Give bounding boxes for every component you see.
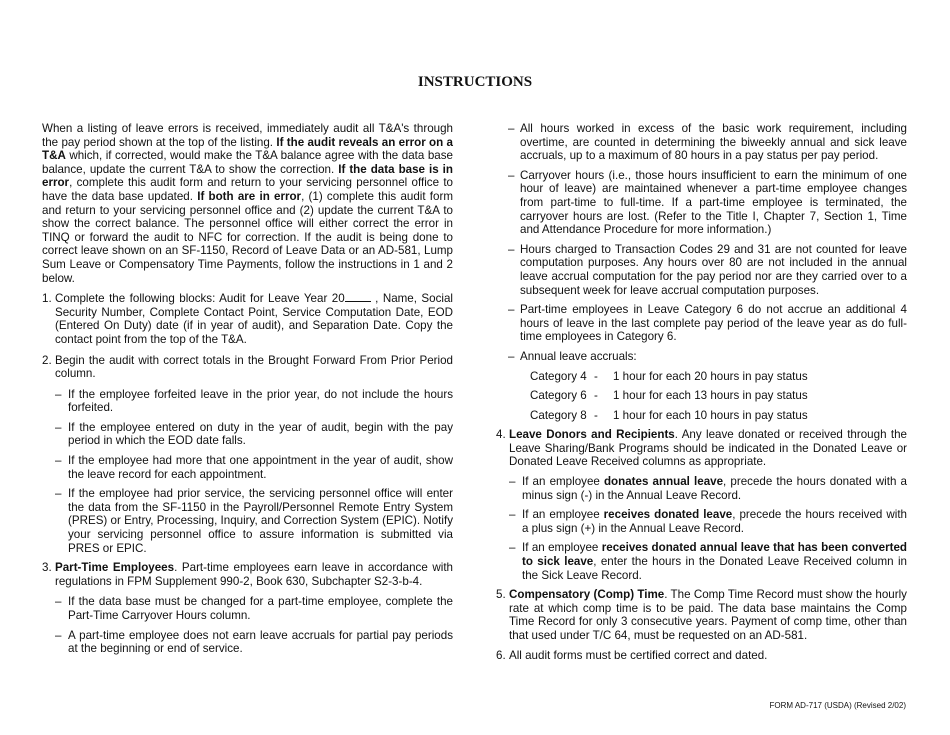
bullet-text: A part-time employee does not earn leave accruals for partial pay periods at the beginning or end of service. — [68, 628, 453, 656]
right-column — [496, 122, 907, 668]
instruction-2-bullet: – If the employee forfeited leave in the prior year, do not include the hours forfeited. — [55, 387, 453, 415]
item-number: 4. — [496, 428, 506, 442]
category-dash: - — [594, 389, 598, 403]
bullet-text: If the employee entered on duty in the year of audit, begin with the pay period in which the EOD date falls. — [68, 420, 453, 448]
part-time-bullet: – Part-time employees in Leave Category 6 do not accrue an additional 4 hours of leave in the last complete pay period of the leave year as do full-time employees in Category 6. — [508, 303, 907, 344]
category-dash: - — [594, 408, 598, 422]
item-text: . Part-time employees earn leave in accordance with regulations in FPM Supplement 990-2, Book 630, Subchapter S2-3-b-4. — [55, 561, 453, 588]
instruction-2-bullet: – If the employee had more that one appointment in the year of audit, show the leave record for each appointment. — [55, 454, 453, 481]
left-column — [42, 122, 453, 662]
intro-text: , (1) complete this audit form and return to your servicing personnel office and (2) update the current T&A to show the correct balance. The personnel office will either correct the error in TINQ or forward the audit to NFC for correction. If the audit is being done to correct leave shown on an SF-1150, Record of Leave Data or an AD-581, Lump Sum Leave or Compensatory Time Payments, follow the instructions in 1 and 2 below. — [42, 189, 453, 285]
instruction-4 — [496, 428, 907, 582]
instruction-5 — [496, 588, 907, 642]
bullet-text: , precede the hours received with a plus sign (+) in the Annual Leave Record. — [522, 508, 907, 535]
year-blank — [345, 292, 371, 302]
form-footer: FORM AD-717 (USDA) (Revised 2/02) — [769, 701, 906, 710]
intro-emphasis: If the audit reveals an error on a T&A — [42, 135, 453, 163]
page-title: INSTRUCTIONS — [417, 74, 533, 90]
item-number: 5. — [496, 588, 506, 602]
bullet-text: If the employee had prior service, the servicing personnel office will enter the data from the SF-1150 in the Payroll/Personnel Remote Entry System (PRES) or Entry, Processing, Inquiry, and Correction System (EPIC). Notify your servicing personnel office to assure information is submitted via PRES or EPIC. — [68, 487, 453, 555]
category-row — [530, 370, 907, 384]
bullet-text: , precede the hours donated with a minus sign (-) in the Annual Leave Record. — [522, 475, 907, 502]
item-text: . The Comp Time Record must show the hourly rate at which comp time is to be paid. The data base maintains the Comp Time Record for only 3 consecutive years. Payment of comp time, other than that used under T/C 64, must be requested on an AD-581. — [509, 588, 907, 642]
item-heading: Leave Donors and Recipients — [509, 428, 675, 442]
item-heading: Part-Time Employees — [55, 561, 175, 575]
intro-emphasis: If both are in error — [197, 189, 302, 203]
bullet-text: Annual leave accruals: — [520, 349, 637, 363]
bullet-emphasis: receives donated leave — [603, 508, 733, 522]
part-time-bullet: – Hours charged to Transaction Codes 29 and 31 are not counted for leave computation purposes. Any hours over 80 are not included in the annual leave accrual computation for the pay period nor are they carried over to a subsequent week for leave accrual computation purposes. — [508, 242, 907, 297]
instruction-4-bullet: – If an employee receives donated annual leave that has been converted to sick leave, enter the hours in the Donated Leave Received column in the Sick Leave Record. — [509, 541, 907, 582]
instruction-3 — [42, 561, 453, 588]
category-name: Category 8 — [530, 408, 587, 422]
bullet-emphasis: donates annual leave — [603, 475, 724, 489]
instruction-3-bullet: – A part-time employee does not earn leave accruals for partial pay periods at the beginning or end of service. — [55, 628, 453, 656]
category-value: 1 hour for each 10 hours in pay status — [613, 408, 808, 422]
bullet-text: If an employee — [522, 541, 602, 555]
part-time-bullet: – Annual leave accruals: — [508, 349, 637, 363]
bullet-text: If an employee — [522, 475, 604, 489]
instruction-2-bullet: – If the employee had prior service, the servicing personnel office will enter the data from the SF-1150 in the Payroll/Personnel Remote Entry System (PRES) or Entry, Processing, Inquiry, and Correction System (EPIC). Notify your servicing personnel office to assure information is submitted via PRES or EPIC. — [55, 487, 453, 555]
instruction-4-bullet: – If an employee donates annual leave, precede the hours donated with a minus sign (-) in the Annual Leave Record. — [509, 475, 907, 502]
item-heading: Compensatory (Comp) Time — [509, 588, 665, 602]
bullet-text: If the employee forfeited leave in the prior year, do not include the hours forfeited. — [68, 387, 453, 415]
category-name: Category 6 — [530, 389, 587, 403]
category-row — [530, 409, 907, 423]
item-number: 6. — [496, 648, 506, 662]
instruction-1 — [42, 292, 453, 346]
intro-text: which, if corrected, would make the T&A balance agree with the data base balance, update the current T&A to show the correction. — [42, 149, 453, 176]
bullet-text: If an employee — [522, 508, 604, 522]
bullet-text: Carryover hours (i.e., those hours insufficient to earn the minimum of one hour of leave) are maintained whenever a part-time employee changes from part-time to full-time. If a part-time employee is terminated, the carryover hours are lost. (Refer to the Title I, Chapter 7, Section 1, Time and Attendance Procedure for more information.) — [520, 168, 907, 237]
instruction-2-bullet: – If the employee entered on duty in the year of audit, begin with the pay period in which the EOD date falls. — [55, 420, 453, 448]
bullet-text: If the data base must be changed for a part-time employee, complete the Part-Time Carryover Hours column. — [68, 595, 453, 622]
instruction-2 — [42, 354, 453, 381]
intro-emphasis: If the data base is in error — [42, 162, 453, 190]
instruction-6 — [496, 649, 907, 663]
instruction-4-bullet: – If an employee receives donated leave, precede the hours received with a plus sign (+) in the Annual Leave Record. — [509, 508, 907, 535]
instruction-3-bullet: – If the data base must be changed for a part-time employee, complete the Part-Time Carryover Hours column. — [55, 595, 453, 622]
category-row — [530, 389, 907, 403]
item-number: 3. — [42, 561, 52, 575]
item-text: All audit forms must be certified correct and dated. — [509, 648, 768, 662]
intro-text: When a listing of leave errors is received, immediately audit all T&A's through the pay period shown at the top of the listing. — [42, 122, 453, 149]
category-value: 1 hour for each 20 hours in pay status — [613, 369, 808, 383]
category-name: Category 4 — [530, 369, 587, 383]
item-text: Begin the audit with correct totals in the Brought Forward From Prior Period column. — [55, 353, 453, 381]
item-number: 1. — [42, 292, 52, 306]
bullet-text: , enter the hours in the Donated Leave Received column in the Sick Leave Record. — [522, 555, 907, 582]
bullet-emphasis: receives donated annual leave that has been converted to sick leave — [522, 541, 907, 569]
item-number: 2. — [42, 353, 52, 367]
item-text: Complete the following blocks: Audit for Leave Year 20 — [55, 292, 345, 306]
part-time-bullet: – Carryover hours (i.e., those hours insufficient to earn the minimum of one hour of leave) are maintained whenever a part-time employee changes from part-time to full-time. If a part-time employee is terminated, the carryover hours are lost. (Refer to the Title I, Chapter 7, Section 1, Time and Attendance Procedure for more information.) — [508, 168, 907, 237]
bullet-text: Hours charged to Transaction Codes 29 and 31 are not counted for leave computation purposes. Any hours over 80 are not included in the annual leave accrual computation for the pay period nor are they carried over to a subsequent week for leave accrual computation purposes. — [520, 242, 907, 297]
bullet-text: Part-time employees in Leave Category 6 do not accrue an additional 4 hours of leave in the last complete pay period of the leave year as do full-time employees in Category 6. — [520, 303, 907, 344]
category-value: 1 hour for each 13 hours in pay status — [613, 389, 808, 403]
item-text: , Name, Social Security Number, Complete Contact Point, Service Computation Date, EOD (Entered On Duty) date (if in year of audit), and Separation Date. Copy the contact point from the top of the T&A. — [55, 292, 454, 346]
bullet-text: If the employee had more that one appointment in the year of audit, show the leave record for each appointment. — [68, 454, 453, 481]
bullet-text: All hours worked in excess of the basic work requirement, including overtime, are counted in determining the biweekly annual and sick leave accruals, up to a maximum of 80 hours in a pay status per pay period. — [520, 122, 907, 163]
intro-paragraph — [42, 122, 453, 285]
part-time-bullet: – All hours worked in excess of the basic work requirement, including overtime, are counted in determining the biweekly annual and sick leave accruals, up to a maximum of 80 hours in a pay status per pay period. — [508, 122, 907, 163]
intro-text: , complete this audit form and return to your servicing personnel office to have the data base updated. — [42, 176, 453, 203]
item-text: . Any leave donated or received through the Leave Sharing/Bank Programs should be indicated in the Donated Leave or Donated Leave Received columns as appropriate. — [509, 428, 907, 469]
category-dash: - — [594, 369, 598, 383]
